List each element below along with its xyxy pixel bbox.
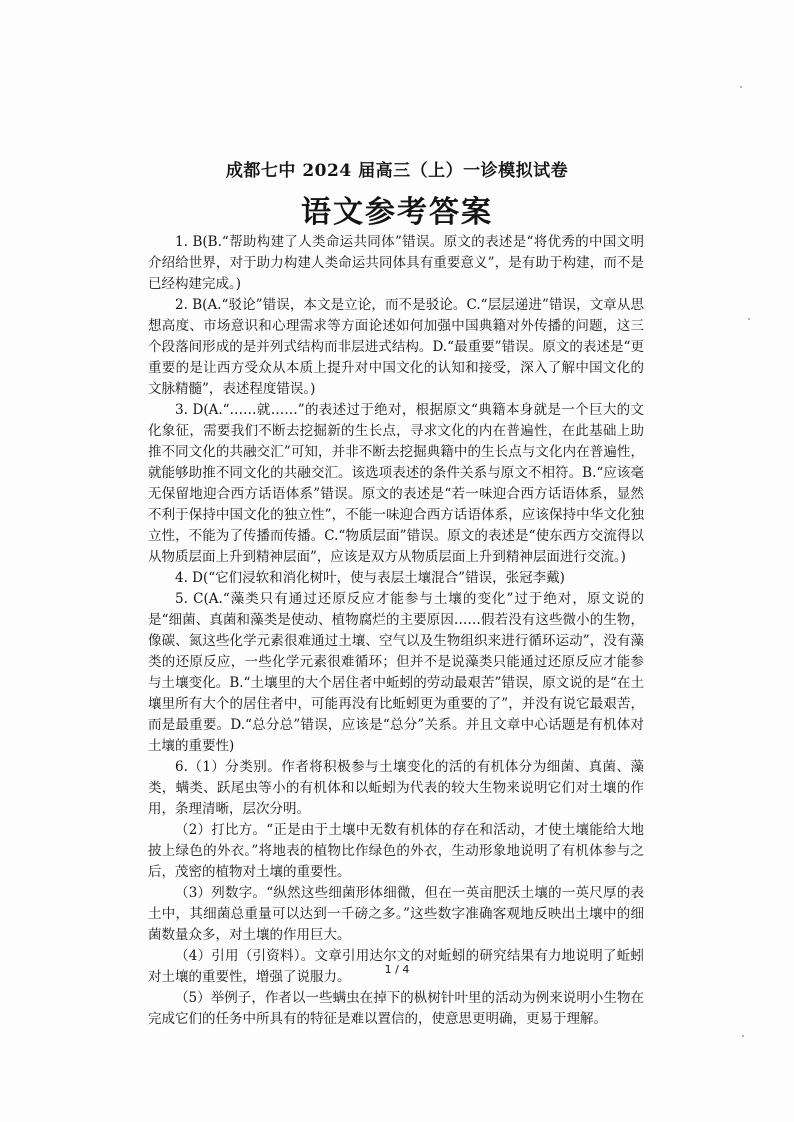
answer-3: 3. D(A.“……就……”的表述过于绝对，根据原文“典籍本身就是一个巨大的文化象征，需要我们不断去挖掘新的生长点，寻求文化的内在普遍性，在此基础上助推不同文化的共融交汇”可知，并非不断去挖掘典籍中的生长点与文化内在普遍性，就能够助推不同文化的共融交汇。该选项表述的条件关系与原文不相符。B.“应该毫无保留地迎合西方话语体系”错误。原文的表述是“若一味迎合西方话语体系，显然不利于保持中国文化的独立性”，不能一味迎合西方话语体系，应该保持中华文化独立性，不能为了传播而传播。C.“物质层面”错误。原文的表述是“使东西方交流得以从物质层面上升到精神层面”，应该是双方从物质层面上升到精神层面进行交流。) xyxy=(148,402,644,565)
answer-6-part-5: （5）举例子，作者以一些螨虫在掉下的枞树针叶里的活动为例来说明小生物在完成它们的任务中所具有的特征是难以置信的，使意思更明确，更易于理解。 xyxy=(148,990,644,1027)
scan-speck xyxy=(740,86,742,88)
answer-list xyxy=(148,232,644,1030)
exam-subtitle: 成都七中 2024 届高三（上）一诊模拟试卷 xyxy=(225,161,569,181)
answer-6-part-4: （4）引用（引资料）。文章引用达尔文的对蚯蚓的研究结果有力地说明了蚯蚓对土壤的重要性，增强了说服力。 xyxy=(148,948,644,985)
scan-speck xyxy=(742,1035,744,1037)
answer-6-part-3: （3）列数字。“纵然这些细菌形体细微，但在一英亩肥沃土壤的一英尺厚的表土中，其细菌总重量可以达到一千磅之多。”这些数字准确客观地反映出土壤中的细菌数量众多，对土壤的作用巨大。 xyxy=(148,885,644,943)
page-title: 语文参考答案 xyxy=(301,195,493,230)
scan-speck xyxy=(748,318,750,320)
answer-2: 2. B(A.“驳论”错误，本文是立论，而不是驳论。C.“层层递进”错误，文章从思想高度、市场意识和心理需求等方面论述如何加强中国典籍对外传播的问题，这三个段落间形成的是并列式结构而非层进式结构。D.“最重要”错误。原文的表述是“更重要的是让西方受众从本质上提升对中国文化的认知和接受，深入了解中国文化的文脉精髓”，表述程度错误。) xyxy=(148,297,644,397)
answer-6-part-1: 6.（1）分类别。作者将积极参与土壤变化的活的有机体分为细菌、真菌、藻类，螨类、跃尾虫等小的有机体和以蚯蚓为代表的较大生物来说明它们对土壤的作用，条理清晰，层次分明。 xyxy=(148,759,644,817)
page-number: 1 / 4 xyxy=(384,963,410,976)
answer-6-part-2: （2）打比方。“正是由于土壤中无数有机体的存在和活动，才使土壤能给大地披上绿色的外衣。”将地表的植物比作绿色的外衣，生动形象地说明了有机体参与之后，茂密的植物对土壤的重要性。 xyxy=(148,822,644,880)
answer-1: 1. B(B.“帮助构建了人类命运共同体”错误。原文的表述是“将优秀的中国文明介绍给世界，对于助力构建人类命运共同体具有重要意义”，是有助于构建，而不是已经构建完成。) xyxy=(148,234,644,292)
answer-4: 4. D(“它们浸软和消化树叶，使与表层土壤混合”错误，张冠李戴) xyxy=(175,570,565,586)
answer-5: 5. C(A.“藻类只有通过还原反应才能参与土壤的变化”过于绝对，原文说的是“细菌、真菌和藻类是使动、植物腐烂的主要原因……假若没有这些微小的生物，像碳、氮这些化学元素很难通过土壤、空气以及生物组织来进行循环运动”，没有藻类的还原反应，一些化学元素很难循环；但并不是说藻类只能通过还原反应才能参与土壤变化。B.“土壤里的大个居住者中蚯蚓的劳动最艰苦”错误，原文说的是“在土壤里所有大个的居住者中，可能再没有比蚯蚓更为重要的了”，并没有说它最艰苦，而是最重要。D.“总分总”错误，应该是“总分”关系。并且文章中心话题是有机体对土壤的重要性) xyxy=(148,591,644,754)
header xyxy=(0,160,794,230)
